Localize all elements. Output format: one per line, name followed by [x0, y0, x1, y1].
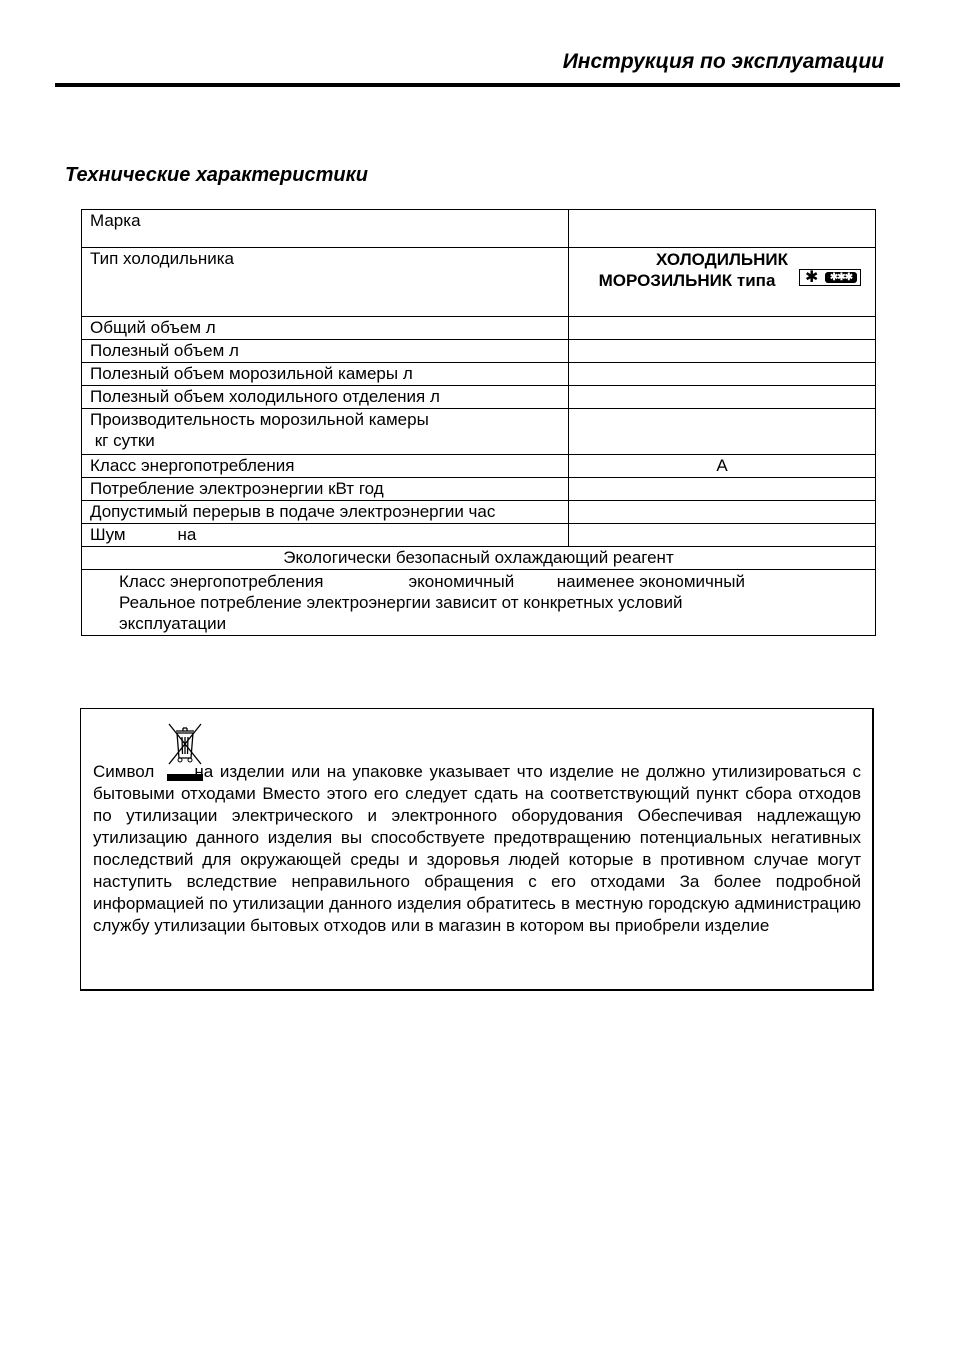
spec-value [569, 317, 876, 340]
header-title: Инструкция по эксплуатации [562, 50, 884, 73]
table-row [82, 524, 876, 547]
spec-label-line2: кг сутки [90, 431, 155, 450]
spec-label [82, 409, 569, 455]
table-row [82, 340, 876, 363]
table-row [82, 248, 876, 317]
table-row [82, 363, 876, 386]
spec-label: Допустимый перерыв в подаче электроэнергии час [82, 501, 569, 524]
spec-value [569, 210, 876, 248]
table-row [82, 386, 876, 409]
header-divider [55, 83, 900, 87]
fridge-type-line2: МОРОЗИЛЬНИК типа [598, 271, 776, 290]
spec-label: Шум на [82, 524, 569, 547]
energy-class-value: А [569, 455, 876, 478]
section-title: Технические характеристики [65, 164, 368, 186]
disposal-text [93, 761, 861, 937]
spec-value [569, 524, 876, 547]
freezer-star-rating-icon [799, 269, 861, 286]
crossed-out-bin-icon [167, 722, 203, 766]
spec-label-line1: Производительность морозильной камеры [90, 410, 429, 429]
disposal-notice [80, 708, 874, 991]
table-row [82, 409, 876, 455]
spec-label: Общий объем л [82, 317, 569, 340]
fridge-type-line1: ХОЛОДИЛЬНИК [656, 250, 788, 269]
table-row [82, 570, 876, 636]
disposal-text-start: Символ [93, 762, 155, 781]
table-row [82, 547, 876, 570]
table-row [82, 478, 876, 501]
fridge-type-value [569, 248, 876, 317]
spec-label: Потребление электроэнергии кВт год [82, 478, 569, 501]
spec-label: Полезный объем морозильной камеры л [82, 363, 569, 386]
spec-value [569, 478, 876, 501]
table-row [82, 317, 876, 340]
notes-cell [82, 570, 876, 636]
note-line: эксплуатации [119, 614, 227, 633]
eco-reagent-label: Экологически безопасный охлаждающий реагент [82, 547, 876, 570]
note-line: Реальное потребление электроэнергии зависит от конкретных условий [119, 593, 683, 612]
spec-label: Полезный объем л [82, 340, 569, 363]
disposal-text-body: на изделии или на упаковке указывает что изделие не должно утилизироваться с бытовыми отходами Вместо этого его следует сдать на соответствующий пункт сбора отходов по утилизации электрического и электронного оборудования Обеспечивая надлежащую утилизацию данного изделия вы способствуете предотвращению потенциальных негативных последствий для окружающей среды и здоровья людей которые в противном случае могут наступить вследствие неправильного обращения с его отходами За более подробной информацией по утилизации данного изделия обратитесь в местную городскую администрацию службу утилизации бытовых отходов или в магазин в котором вы приобрели изделие [93, 762, 861, 935]
spec-label: Марка [82, 210, 569, 248]
table-row [82, 210, 876, 248]
spec-value [569, 363, 876, 386]
specs-table [81, 209, 876, 636]
three-star-icon: ✱✱✱ [825, 272, 857, 283]
spec-value [569, 386, 876, 409]
spec-label: Полезный объем холодильного отделения л [82, 386, 569, 409]
spec-value [569, 340, 876, 363]
spec-label: Тип холодильника [82, 248, 569, 317]
table-row [82, 501, 876, 524]
star-icon: ✱ [805, 269, 819, 286]
note-line: Класс энергопотребления экономичный наименее экономичный [119, 572, 745, 591]
spec-value [569, 409, 876, 455]
table-row [82, 455, 876, 478]
spec-label: Класс энергопотребления [82, 455, 569, 478]
spec-value [569, 501, 876, 524]
